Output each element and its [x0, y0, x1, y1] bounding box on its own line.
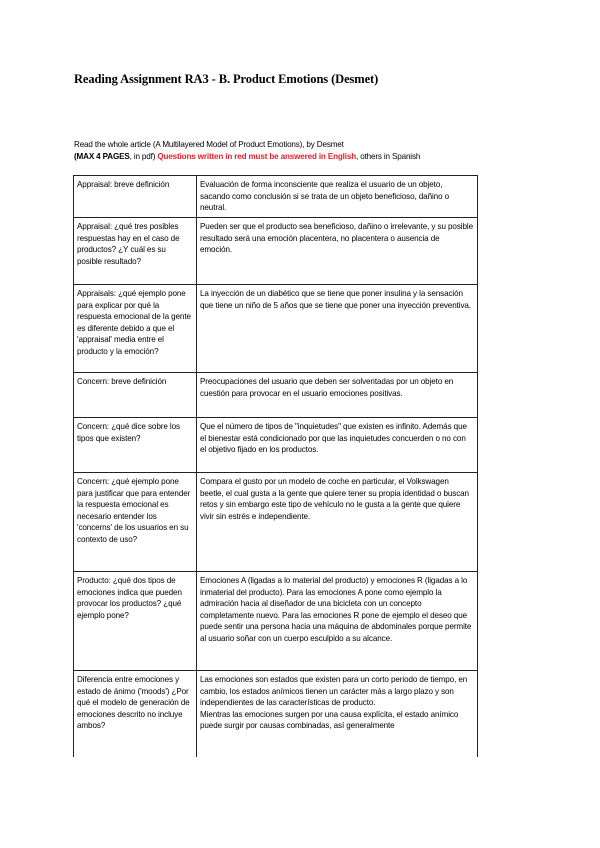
answer-cell: Pueden ser que el producto sea beneficioso, dañino o irrelevante, y su posible resultado será una emoción placentera, no placentera o ausencia de emoción. [197, 218, 478, 285]
question-cell: Concern: ¿qué ejemplo pone para justificar que para entender la respuesta emocional es necesario entender los 'concerns' de los usuarios en su contexto de uso? [74, 473, 197, 572]
question-cell: Appraisals: ¿qué ejemplo pone para explicar por qué la respuesta emocional de la gente es diferente debido a que el 'appraisal' media entre el producto y la emoción? [74, 285, 197, 373]
answer-cell: Emociones A (ligadas a lo material del producto) y emociones R (ligadas a lo inmaterial del producto). Para las emociones A pone como ejemplo la admiración hacia al diseñador de una bicicleta con un concepto completamente nuevo. Para las emociones R pone de ejemplo el deseo que puede sentir una persona hacia una máquina de abdominales porque permite al usuario soñar con un cuerpo esculpido a su alcance. [197, 572, 478, 671]
question-cell: Concern: breve definición [74, 373, 197, 418]
question-cell: Diferencia entre emociones y estado de ánimo ('moods') ¿Por qué el modelo de generación de emociones descrito no incluye ambos? [74, 671, 197, 757]
question-cell: Concern: ¿qué dice sobre los tipos que existen? [74, 418, 197, 473]
instructions-line-2 [74, 151, 534, 163]
table-row [74, 176, 478, 218]
answer-paragraph: Las emociones son estados que existen para un corto periodo de tiempo, en cambio, los estados anímicos tienen un carácter más a largo plazo y son independientes de las características de producto. [200, 675, 468, 708]
instructions-line-1: Read the whole article (A Multilayered Model of Product Emotions), by Desmet [74, 140, 344, 149]
document-title: Reading Assignment RA3 - B. Product Emotions (Desmet) [74, 72, 379, 86]
qa-table [73, 175, 478, 757]
instructions [74, 139, 534, 162]
question-cell: Appraisal: breve definición [74, 176, 197, 218]
answer-cell: Que el número de tipos de "inquietudes" que existen es infinito. Además que el bienestar está condicionado por que las inquietudes concuerden o no con el objetivo fijado en los productos. [197, 418, 478, 473]
spanish-instruction: , others in Spanish [356, 151, 421, 161]
max-pages-note: (MAX 4 PAGES [74, 151, 130, 161]
table-row [74, 473, 478, 572]
answer-cell: Evaluación de forma inconsciente que realiza el usuario de un objeto, sacando como conclusión si se trata de un objeto beneficioso, dañino o neutral. [197, 176, 478, 218]
question-cell: Appraisal: ¿qué tres posibles respuestas hay en el caso de productos? ¿Y cuál es su posible resultado? [74, 218, 197, 285]
table-row [74, 572, 478, 671]
answer-cell: La inyección de un diabético que se tiene que poner insulina y la sensación que tiene un niño de 5 años que se tiene que poner una inyección preventiva. [197, 285, 478, 373]
table-row [74, 418, 478, 473]
table-row [74, 373, 478, 418]
answer-cell: Preocupaciones del usuario que deben ser solventadas por un objeto en cuestión para provocar en el usuario emociones positivas. [197, 373, 478, 418]
english-instruction: Questions written in red must be answered in English [157, 151, 357, 161]
answer-cell [197, 671, 478, 757]
answer-cell: Compara el gusto por un modelo de coche en particular, el Volkswagen beetle, el cual gusta a la gente que quiere tener su propia identidad o buscan retos y sin embargo este tipo de vehículo no le gusta a la gente que quiere vivir sin estrés e independiente. [197, 473, 478, 572]
question-cell: Producto: ¿qué dos tipos de emociones indica que pueden provocar los productos? ¿qué ejemplo pone? [74, 572, 197, 671]
table-row [74, 671, 478, 757]
table-row [74, 285, 478, 373]
format-note: , in pdf) [129, 151, 158, 161]
table-row [74, 218, 478, 285]
answer-paragraph: Mientras las emociones surgen por una causa explícita, el estado anímico puede surgir por causas combinadas, así generalmente [200, 709, 459, 731]
